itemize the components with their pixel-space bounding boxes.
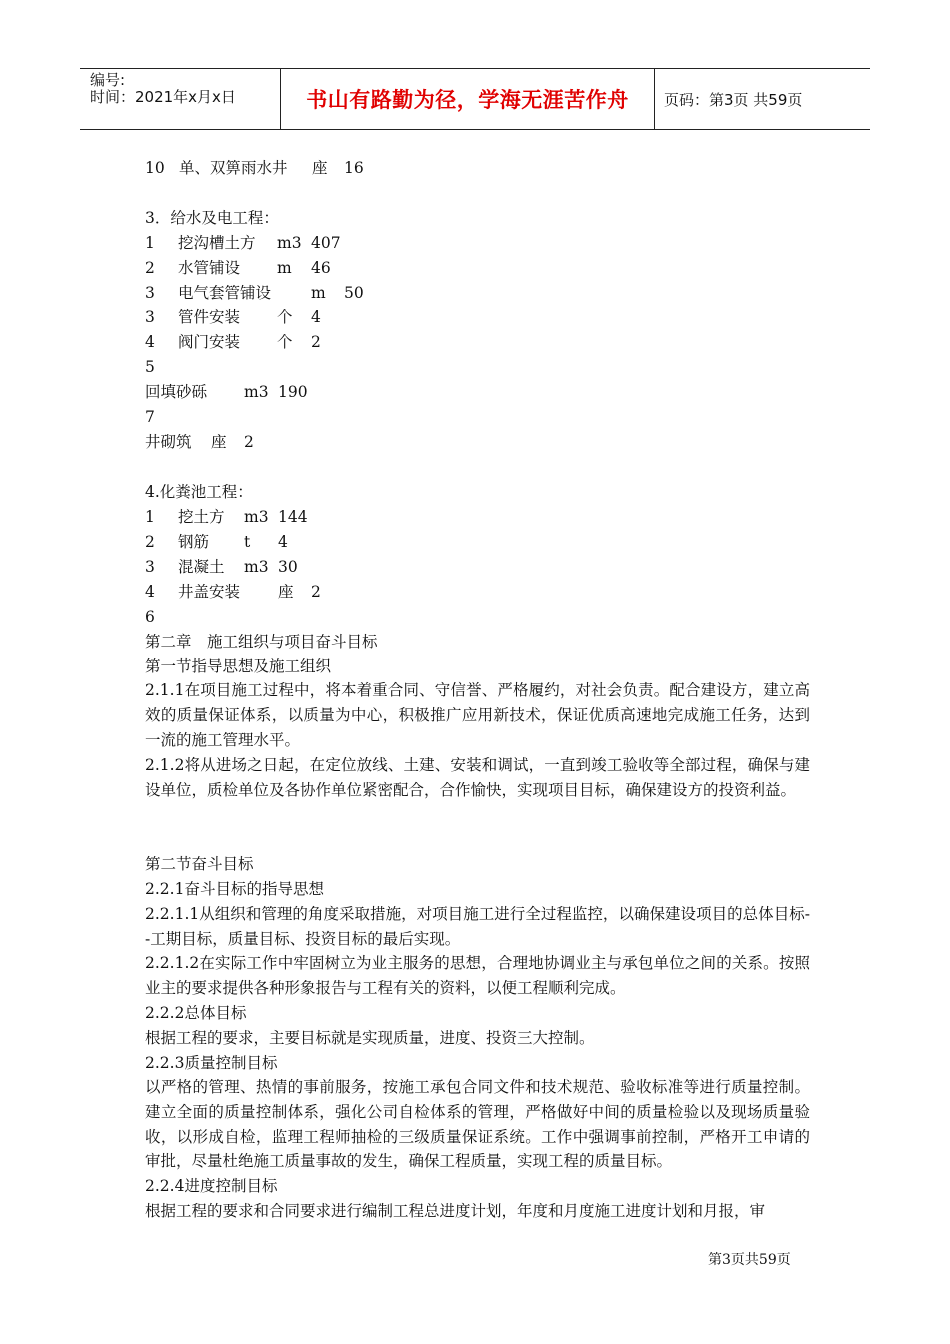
header-meta — [80, 69, 280, 129]
subsection-title: 2.2.3质量控制目标 — [145, 1054, 278, 1072]
subsection-title: 2.2.2总体目标 — [145, 1004, 247, 1022]
body-paragraph: 以严格的管理、热情的事前服务，按施工承包合同文件和技术规范、验收标准等进行质量控制。建立全面的质量控制体系，强化公司自检体系的管理，严格做好中间的质量检验以及现场质量验收，以形成自检，监理工程师抽检的三级质量保证系统。工作中强调事前控制，严格开工申请的审批，尽量杜绝施工质量事故的发生，确保工程质量，实现工程的质量目标。 — [145, 1078, 810, 1171]
body-paragraph: 2.1.1在项目施工过程中，将本着重合同、守信誉、严格履约，对社会负责。配合建设方，建立高效的质量保证体系，以质量为中心，积极推广应用新技术，保证优质高速地完成施工任务，达到一流的施工管理水平。 — [145, 681, 810, 749]
page-header — [80, 68, 870, 130]
page-footer: 第3页共59页 — [708, 1252, 791, 1268]
body-paragraph: 2.2.1.1从组织和管理的角度采取措施，对项目施工进行全过程监控，以确保建设项目的总体目标--工期目标，质量目标、投资目标的最后实现。 — [145, 905, 810, 948]
subsection-title: 2.2.4进度控制目标 — [145, 1177, 278, 1195]
body-paragraph: 根据工程的要求，主要目标就是实现质量，进度、投资三大控制。 — [145, 1029, 595, 1047]
chapter-title: 第二章 施工组织与项目奋斗目标 — [145, 633, 378, 651]
body-paragraph: 根据工程的要求和合同要求进行编制工程总进度计划，年度和月度施工进度计划和月报，审 — [145, 1202, 766, 1220]
section-title: 第一节指导思想及施工组织 — [145, 657, 332, 675]
section-title: 第二节奋斗目标 — [145, 855, 254, 873]
section-heading: 3．给水及电工程： — [145, 209, 279, 227]
list-number: 7 — [145, 408, 155, 426]
header-divider — [654, 69, 655, 129]
doc-number-label: 编号: — [90, 71, 126, 89]
header-motto: 书山有路勤为径，学海无涯苦作舟 — [306, 88, 629, 112]
section-heading: 4.化粪池工程： — [145, 483, 253, 501]
subsection-title: 2.2.1奋斗目标的指导思想 — [145, 880, 324, 898]
body-paragraph: 2.2.1.2在实际工作中牢固树立为业主服务的思想，合理地协调业主与承包单位之间的关系。按照业主的要求提供各种形象报告与工程有关的资料，以便工程顺利完成。 — [145, 954, 810, 997]
document-page: 编号: 时间：2021年x月x日 书山有路勤为径，学海无涯苦作舟 页码：第3页 共59页 10 单、双箅雨水井 座 16 3．给水及电工程： 1 挖沟槽土方 m3 407 2 水管铺设 m 46 3 电气套管铺设 m 50 3 管件安装 个 4 4 阀门安装 个 2 5 回填砂砾 m3 190 7 井砌筑 座 2 4.化粪池工程： 1 挖土方 m3 144 2 钢筋 t 4 3 混凝土 m3 30 4 井盖安装 座 2 6 第二章 施工组织与项目奋斗目标 第一节指导思想及施工组织 2.1.1在项目施工过程中，将本着重合同、守信誉、严格履约，对社会负责。配合建设方，建立高效的质量保证体系，以质量为中心，积极推广应用新技术，保证优质高速地完成施工任务，达到一流的施工管理水平。 2.1.2将从进场之日起，在定位放线、土建、安装和调试，一直到竣工验收等全部过程，确保与建设单位，质检单位及各协作单位紧密配合，合作愉快，实现项目目标，确保建设方的投资利益。 第二节奋斗目标 2.2.1奋斗目标的指导思想 2.2.1.1从组织和管理的角度采取措施，对项目施工进行全过程监控，以确保建设项目的总体目标--工期目标，质量目标、投资目标的最后实现。 2.2.1.2在实际工作中牢固树立为业主服务的思想，合理地协调业主与承包单位之间的关系。按照业主的要求提供各种形象报告与工程有关的资料，以便工程顺利完成。 2.2.2总体目标 根据工程的要求，主要目标就是实现质量，进度、投资三大控制。 2.2.3质量控制目标 以严格的管理、热情的事前服务，按施工承包合同文件和技术规范、验收标准等进行质量控制。建立全面的质量控制体系，强化公司自检体系的管理，严格做好中间的质量检验以及现场质量验收，以形成自检，监理工程师抽检的三级质量保证系统。工作中强调事前控制，严格开工申请的审批，尽量杜绝施工质量事故的发生，确保工程质量，实现工程的质量目标。 2.2.4进度控制目标 根据工程的要求和合同要求进行编制工程总进度计划，年度和月度施工进度计划和月报，审 第3页共59页 — [0, 0, 950, 1344]
list-number: 5 — [145, 358, 155, 376]
header-page-info: 页码：第3页 共59页 — [664, 90, 803, 109]
list-number: 6 — [145, 608, 155, 626]
doc-date-label: 时间：2021年x月x日 — [90, 88, 236, 106]
body-paragraph: 2.1.2将从进场之日起，在定位放线、土建、安装和调试，一直到竣工验收等全部过程，确保与建设单位，质检单位及各协作单位紧密配合，合作愉快，实现项目目标，确保建设方的投资利益。 — [145, 756, 810, 799]
